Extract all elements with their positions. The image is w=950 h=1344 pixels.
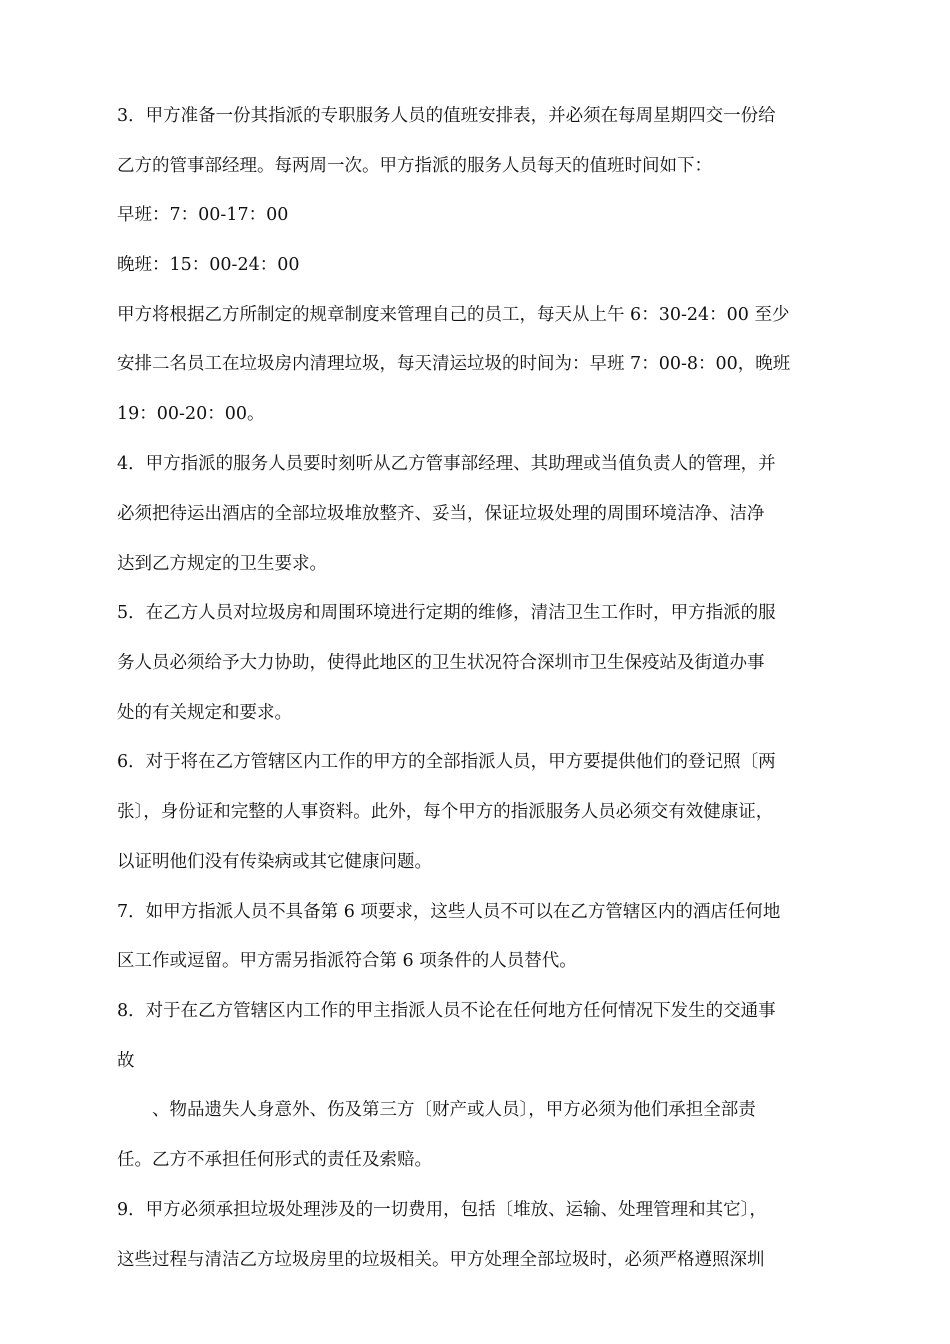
text-line: 这些过程与清洁乙方垃圾房里的垃圾相关。甲方处理全部垃圾时，必须严格遵照深圳 <box>117 1250 765 1270</box>
text-line: 张〕，身份证和完整的人事资料。此外，每个甲方的指派服务人员必须交有效健康证， <box>117 802 774 822</box>
text-line: 达到乙方规定的卫生要求。 <box>117 554 327 574</box>
text-line: 必须把待运出酒店的全部垃圾堆放整齐、妥当，保证垃圾处理的周围环境洁净、洁净 <box>117 504 765 524</box>
text-line: 早班：7：00-17：00 <box>117 205 289 225</box>
text-line: 故 <box>117 1051 135 1071</box>
text-line: 务人员必须给予大力协助，使得此地区的卫生状况符合深圳市卫生保疫站及街道办事 <box>117 653 765 673</box>
text-line: 安排二名员工在垃圾房内清理垃圾，每天清运垃圾的时间为：早班 7：00-8：00，晚班 <box>117 354 791 374</box>
text-line: 6．对于将在乙方管辖区内工作的甲方的全部指派人员，甲方要提供他们的登记照〔两 <box>117 752 776 772</box>
text-line: 3．甲方准备一份其指派的专职服务人员的值班安排表，并必须在每周星期四交一份给 <box>117 106 776 126</box>
text-line: 5．在乙方人员对垃圾房和周围环境进行定期的维修，清洁卫生工作时，甲方指派的服 <box>117 603 776 623</box>
text-line: 19：00-20：00。 <box>117 404 265 424</box>
text-line: 处的有关规定和要求。 <box>117 703 292 723</box>
text-line: 8．对于在乙方管辖区内工作的甲主指派人员不论在任何地方任何情况下发生的交通事 <box>117 1001 776 1021</box>
text-line: 9．甲方必须承担垃圾处理涉及的一切费用，包括〔堆放、运输、处理管理和其它〕， <box>117 1200 767 1220</box>
text-line: 甲方将根据乙方所制定的规章制度来管理自己的员工，每天从上午 6：30-24：00 至少 <box>117 305 790 325</box>
text-line: 晚班：15：00-24：00 <box>117 255 300 275</box>
text-line: 乙方的管事部经理。每两周一次。甲方指派的服务人员每天的值班时间如下： <box>117 156 712 176</box>
text-line: 4．甲方指派的服务人员要时刻听从乙方管事部经理、其助理或当值负责人的管理，并 <box>117 454 776 474</box>
text-line: 区工作或逗留。甲方需另指派符合第 6 项条件的人员替代。 <box>117 951 577 971</box>
text-line: 任。乙方不承担任何形式的责任及索赔。 <box>117 1150 432 1170</box>
text-line: 以证明他们没有传染病或其它健康问题。 <box>117 852 432 872</box>
text-line: 、物品遗失人身意外、伤及第三方〔财产或人员〕，甲方必须为他们承担全部责 <box>152 1100 756 1120</box>
text-line: 7．如甲方指派人员不具备第 6 项要求，这些人员不可以在乙方管辖区内的酒店任何地 <box>117 902 781 922</box>
